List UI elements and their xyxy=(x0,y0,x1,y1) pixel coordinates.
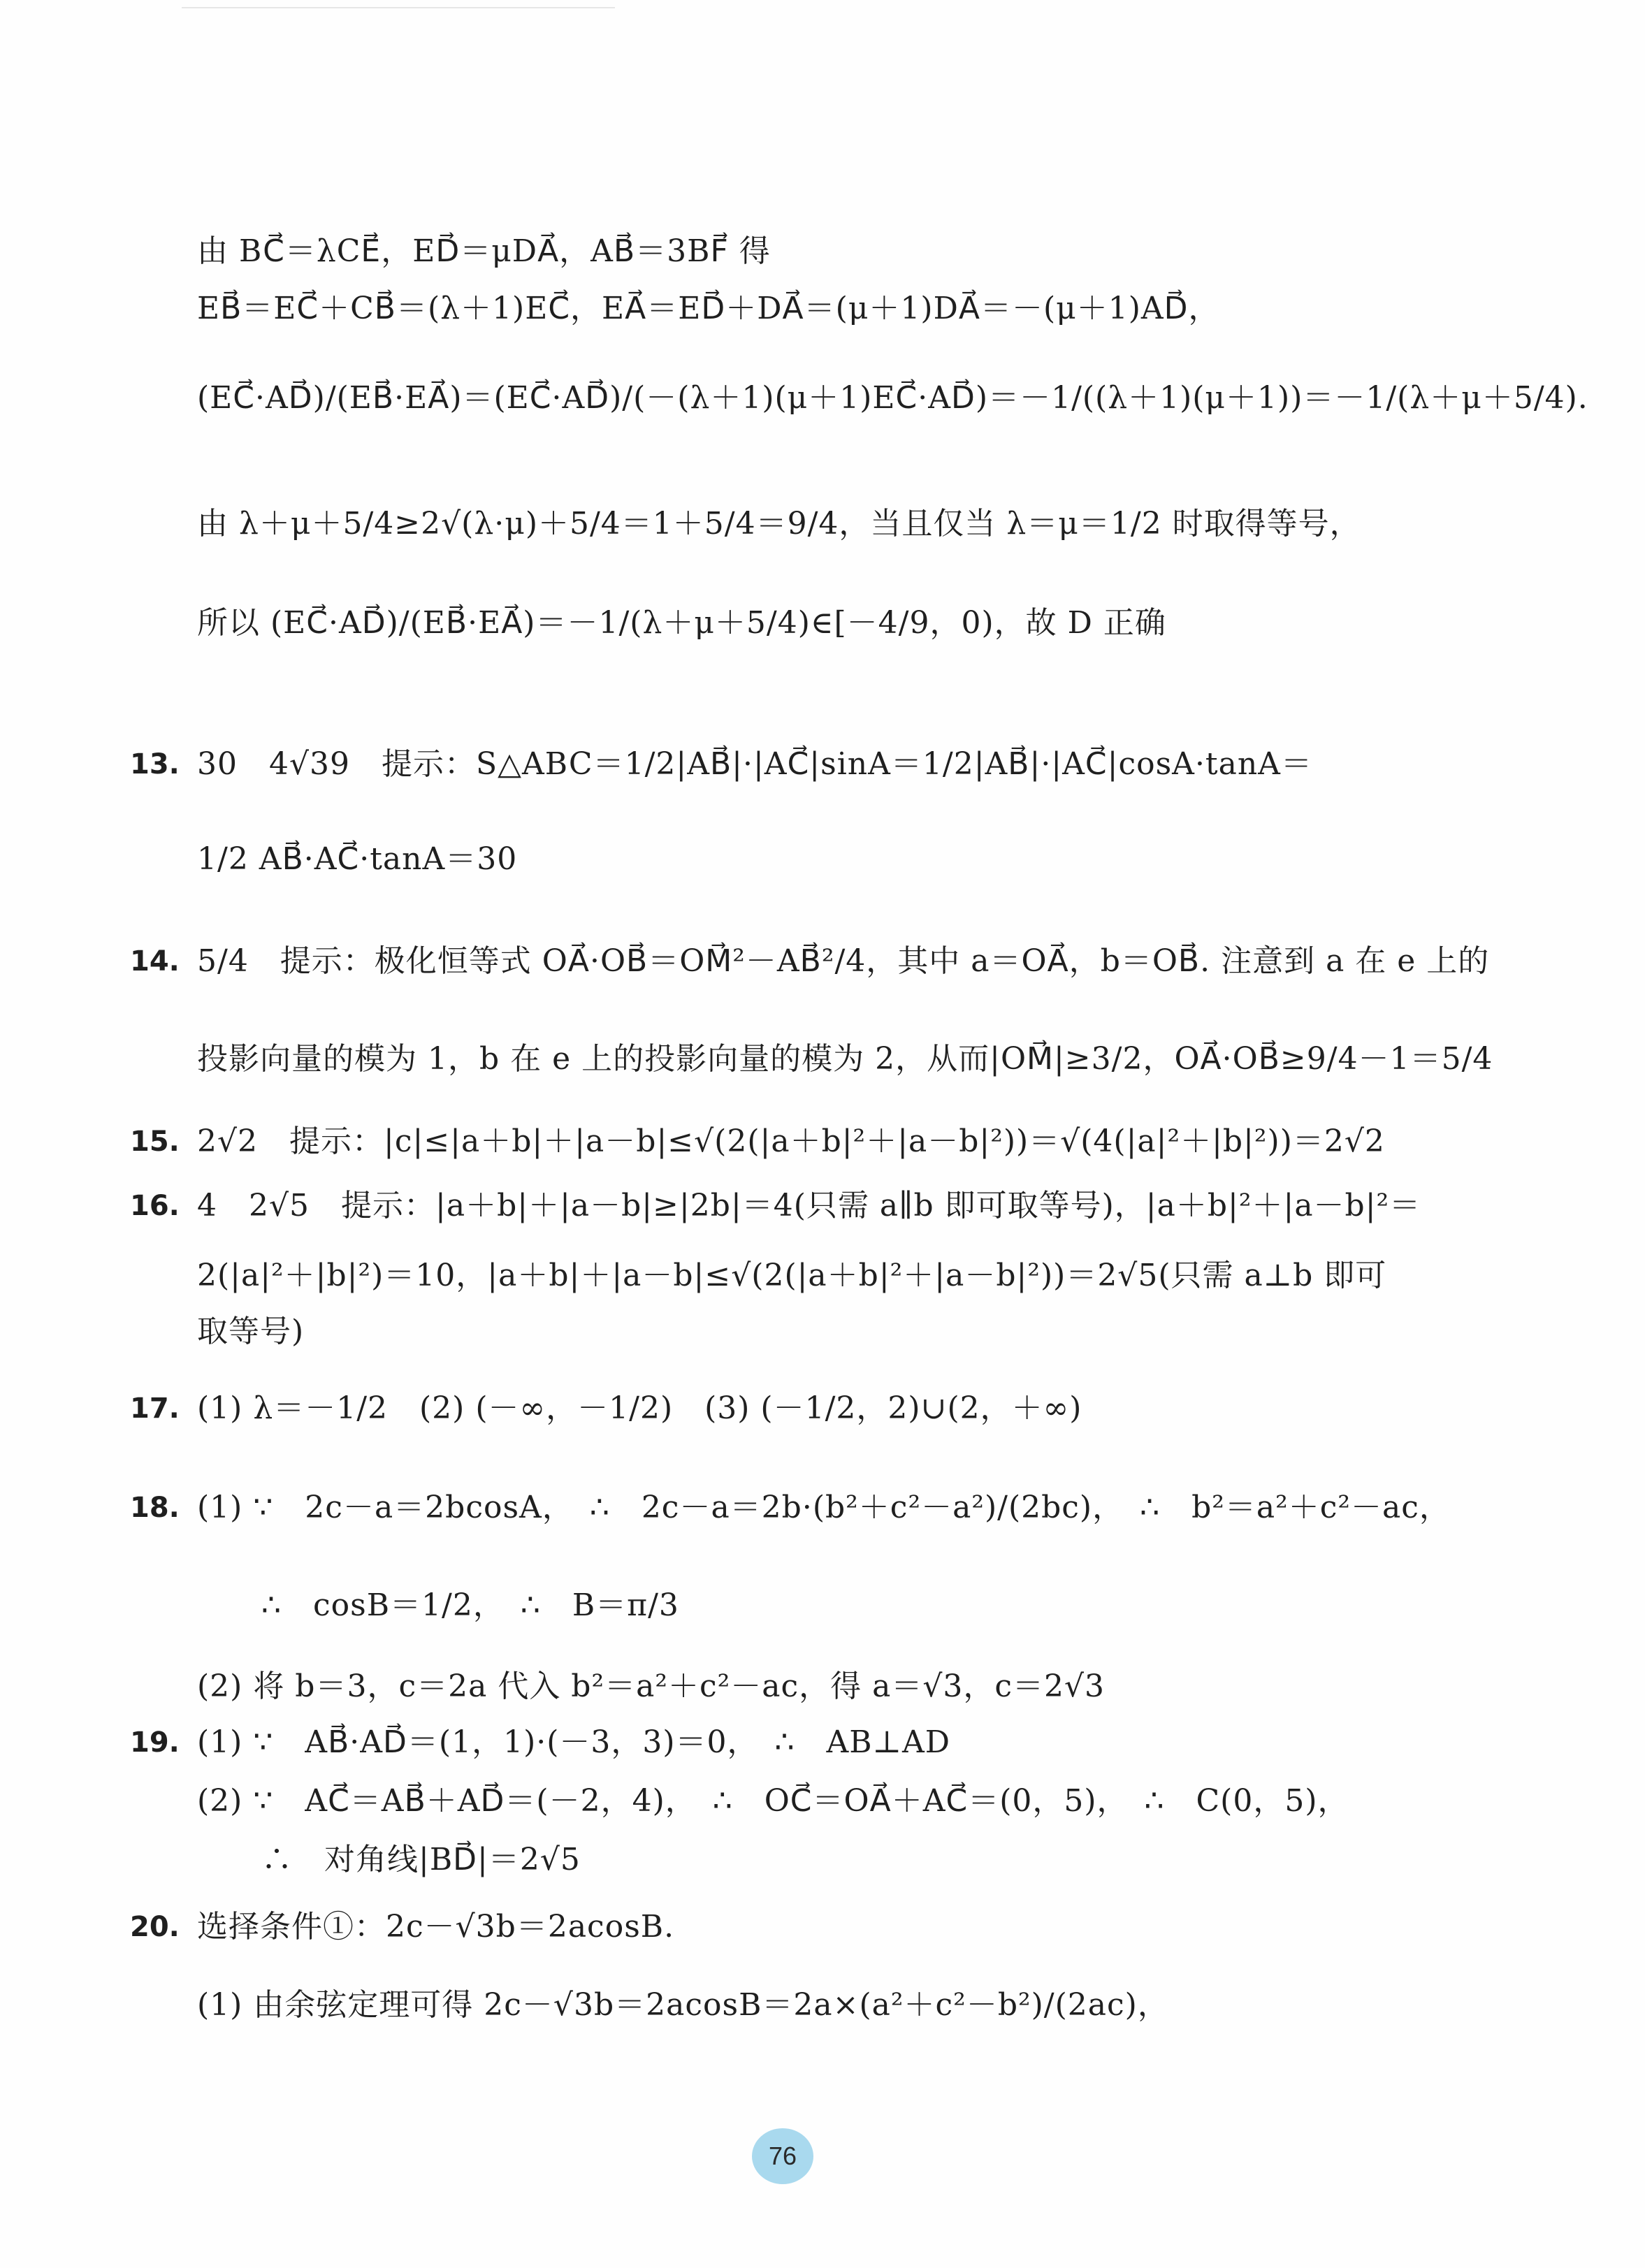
text-line-15: (1) ∵ 2c－a＝2bcosA， ∴ 2c－a＝2b·(b²＋c²－a²)/(2bc)， ∴ b²＝a²＋c²－ac， xyxy=(197,1490,1451,1525)
text-line-8: 5/4 提示：极化恒等式 OA⃗·OB⃗＝OM⃗²－AB⃗²/4，其中 a＝OA⃗，b＝OB⃗. 注意到 a 在 e 上的 xyxy=(197,943,1490,979)
item-number-18: 18. xyxy=(130,1492,180,1524)
item-number-13: 13. xyxy=(130,748,180,780)
text-line-12: 2(|a|²＋|b|²)＝10，|a＋b|＋|a－b|≤√(2(|a＋b|²＋|a－b|²))＝2√5(只需 a⊥b 即可 xyxy=(197,1258,1387,1293)
text-line-2: EB⃗＝EC⃗＋CB⃗＝(λ＋1)EC⃗，EA⃗＝ED⃗＋DA⃗＝(μ＋1)DA⃗＝－(μ＋1)AD⃗， xyxy=(197,291,1220,326)
text-line-10: 2√2 提示：|c|≤|a＋b|＋|a－b|≤√(2(|a＋b|²＋|a－b|²))＝√(4(|a|²＋|b|²))＝2√2 xyxy=(197,1124,1385,1159)
text-line-3: (EC⃗·AD⃗)/(EB⃗·EA⃗)＝(EC⃗·AD⃗)/(－(λ＋1)(μ＋1)EC⃗·AD⃗)＝－1/((λ＋1)(μ＋1))＝－1/(λ＋μ＋5/4). xyxy=(197,380,1588,416)
page-number: 76 xyxy=(768,2142,797,2170)
text-line-20: ∴ 对角线|BD⃗|＝2√5 xyxy=(261,1842,581,1877)
top-rule xyxy=(182,7,615,8)
text-line-19: (2) ∵ AC⃗＝AB⃗＋AD⃗＝(－2，4)， ∴ OC⃗＝OA⃗＋AC⃗＝(0，5)， ∴ C(0，5)， xyxy=(197,1783,1349,1819)
text-line-13: 取等号) xyxy=(197,1314,305,1349)
text-line-17: (2) 将 b＝3，c＝2a 代入 b²＝a²＋c²－ac，得 a＝√3，c＝2√3 xyxy=(197,1669,1106,1704)
text-line-18: (1) ∵ AB⃗·AD⃗＝(1，1)·(－3，3)＝0， ∴ AB⊥AD xyxy=(197,1724,951,1760)
item-number-20: 20. xyxy=(130,1911,180,1943)
item-number-16: 16. xyxy=(130,1190,180,1222)
item-number-14: 14. xyxy=(130,945,180,977)
text-line-7: 1/2 AB⃗·AC⃗·tanA＝30 xyxy=(197,841,518,877)
text-line-4: 由 λ＋μ＋5/4≥2√(λ·μ)＋5/4＝1＋5/4＝9/4，当且仅当 λ＝μ＝1/2 时取得等号， xyxy=(197,506,1361,541)
text-line-21: 选择条件①：2c－√3b＝2acosB. xyxy=(197,1909,675,1944)
text-line-1: 由 BC⃗＝λCE⃗，ED⃗＝μDA⃗，AB⃗＝3BF⃗ 得 xyxy=(197,233,771,269)
item-number-19: 19. xyxy=(130,1727,180,1759)
text-line-22: (1) 由余弦定理可得 2c－√3b＝2acosB＝2a×(a²＋c²－b²)/(2ac)， xyxy=(197,1987,1169,2023)
text-line-14: (1) λ＝－1/2 (2) (－∞，－1/2) (3) (－1/2，2)∪(2，＋∞) xyxy=(197,1390,1082,1426)
page-number-badge xyxy=(752,2128,813,2184)
item-number-17: 17. xyxy=(130,1393,180,1425)
text-line-16: ∴ cosB＝1/2， ∴ B＝π/3 xyxy=(261,1587,679,1623)
item-number-15: 15. xyxy=(130,1126,180,1158)
text-line-5: 所以 (EC⃗·AD⃗)/(EB⃗·EA⃗)＝－1/(λ＋μ＋5/4)∈[－4/9，0)，故 D 正确 xyxy=(197,605,1166,641)
text-line-11: 4 2√5 提示：|a＋b|＋|a－b|≥|2b|＝4(只需 a∥b 即可取等号)，|a＋b|²＋|a－b|²＝ xyxy=(197,1188,1421,1223)
text-line-6: 30 4√39 提示：S△ABC＝1/2|AB⃗|·|AC⃗|sinA＝1/2|AB⃗|·|AC⃗|cosA·tanA＝ xyxy=(197,746,1312,782)
text-line-9: 投影向量的模为 1，b 在 e 上的投影向量的模为 2，从而|OM⃗|≥3/2，OA⃗·OB⃗≥9/4－1＝5/4 xyxy=(197,1041,1493,1077)
